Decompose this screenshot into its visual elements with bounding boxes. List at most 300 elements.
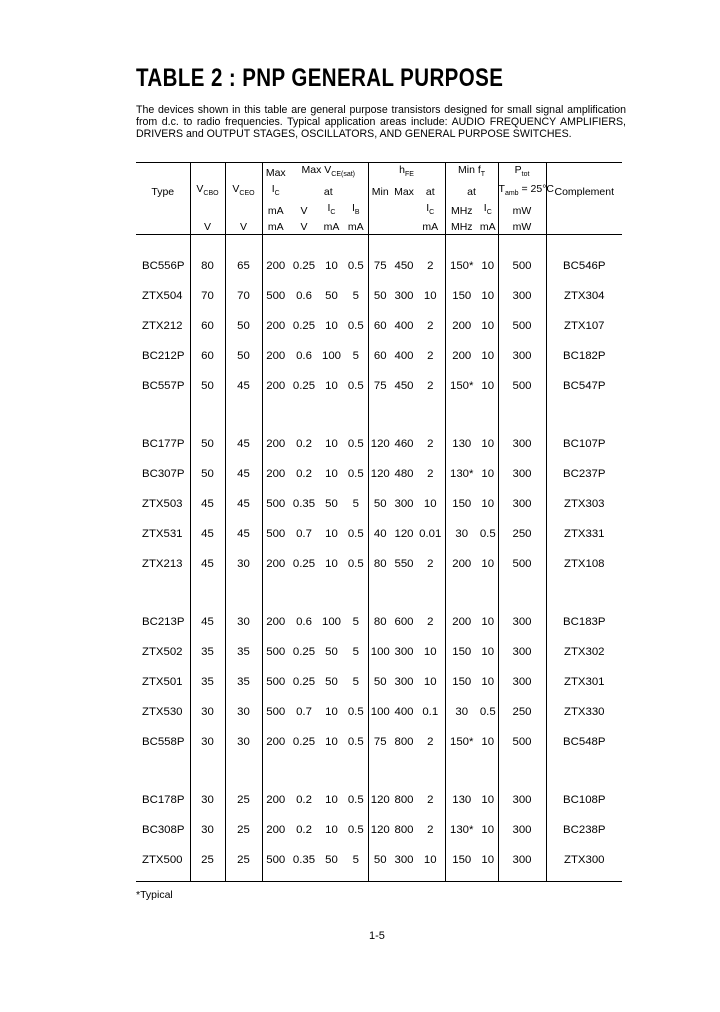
value-cell: 130: [445, 401, 478, 459]
type-cell: ZTX503: [142, 498, 183, 511]
value-cell: 2: [427, 438, 434, 451]
value-cell: 450: [394, 380, 414, 393]
vcesat-at: at: [323, 185, 333, 198]
ft-at: at: [445, 182, 498, 201]
value-cell: 500: [498, 311, 546, 341]
value-cell: 300: [498, 401, 546, 459]
value-cell: 0.5: [347, 794, 364, 807]
value-cell: 0.5: [347, 320, 364, 333]
value-cell: 25: [225, 757, 262, 815]
complement-cell: BC238P: [546, 815, 622, 845]
ic-unit: $I_C$: [327, 202, 336, 217]
type-cell: ZTX502: [142, 646, 183, 659]
value-cell: 10: [481, 380, 495, 393]
complement-cell: ZTX302: [546, 637, 622, 667]
ptot-header: $P_{tot}$: [498, 163, 546, 183]
table-row: [136, 235, 622, 282]
value-cell: 800: [394, 794, 414, 807]
value-cell: 5: [352, 676, 359, 689]
type-cell: BC556P: [142, 260, 185, 273]
value-cell: 35: [190, 667, 225, 697]
value-cell: 130*: [445, 459, 478, 489]
complement-cell: ZTX108: [546, 549, 622, 579]
value-cell: 30: [190, 697, 225, 727]
value-cell: 0.35: [292, 498, 316, 511]
value-cell: 25: [225, 815, 262, 845]
table-row: [136, 579, 622, 637]
value-cell: 100: [368, 697, 392, 727]
value-cell: 0.5: [347, 438, 364, 451]
type-cell: ZTX212: [142, 320, 183, 333]
value-cell: 0.7: [296, 706, 312, 719]
value-cell: 150: [445, 281, 478, 311]
value-cell: 150: [445, 637, 478, 667]
value-cell: 75: [368, 371, 392, 401]
value-cell: 45: [225, 401, 262, 459]
value-cell: 0.25: [292, 558, 316, 571]
table-row: [136, 727, 622, 757]
value-cell: 5: [352, 350, 359, 363]
value-cell: 120: [368, 401, 392, 459]
complement-cell: ZTX300: [546, 845, 622, 882]
value-cell: 2: [427, 794, 434, 807]
value-cell: 10: [325, 528, 338, 541]
hfe-header: $h_{FE}$: [368, 163, 445, 183]
value-cell: 200: [262, 815, 289, 845]
table-row: [136, 371, 622, 401]
value-cell: 10: [325, 824, 338, 837]
table-row: [136, 637, 622, 667]
table-row: [136, 459, 622, 489]
value-cell: 0.25: [292, 646, 316, 659]
value-cell: 60: [368, 311, 392, 341]
value-cell: 35: [225, 637, 262, 667]
value-cell: 70: [190, 281, 225, 311]
value-cell: 200: [262, 549, 289, 579]
value-cell: 120: [368, 757, 392, 815]
value-cell: 50: [225, 341, 262, 371]
value-cell: 45: [190, 519, 225, 549]
vcesat-header: Max $V_{CE(sat)}$: [301, 164, 355, 179]
value-cell: 60: [190, 341, 225, 371]
type-cell: ZTX531: [142, 528, 183, 541]
value-cell: 25: [225, 845, 262, 882]
value-cell: 400: [394, 320, 414, 333]
hfe-ic: $I_C$: [426, 202, 435, 217]
value-cell: 300: [498, 459, 546, 489]
value-cell: 10: [481, 646, 495, 659]
value-cell: 50: [325, 498, 338, 511]
value-cell: 400: [394, 706, 414, 719]
table-row: [136, 401, 622, 459]
value-cell: 10: [481, 350, 495, 363]
value-cell: 0.5: [347, 824, 364, 837]
value-cell: 300: [498, 341, 546, 371]
unit-ic-hfe: mA: [422, 221, 439, 234]
value-cell: 500: [498, 727, 546, 757]
value-cell: 45: [190, 489, 225, 519]
value-cell: 50: [319, 845, 344, 882]
value-cell: 45: [225, 459, 262, 489]
value-cell: 10: [325, 736, 338, 749]
value-cell: 480: [394, 468, 414, 481]
value-cell: 0.5: [347, 706, 364, 719]
value-cell: 45: [190, 549, 225, 579]
blank-type: [136, 220, 190, 235]
complement-cell: BC547P: [546, 371, 622, 401]
value-cell: 250: [498, 519, 546, 549]
value-cell: 0.35: [289, 845, 319, 882]
unit-mhz: MHz: [445, 201, 478, 220]
unit-mw: mW: [498, 201, 546, 220]
complement-cell: BC182P: [546, 341, 622, 371]
table-row: [136, 311, 622, 341]
value-cell: 300: [498, 845, 546, 882]
type-cell: BC212P: [142, 350, 185, 363]
value-cell: 30: [225, 697, 262, 727]
vcbo-header: $V_{CBO}$: [190, 163, 225, 221]
value-cell: 800: [394, 824, 414, 837]
value-cell: 0.6: [296, 350, 312, 363]
type-cell: BC178P: [142, 794, 185, 807]
value-cell: 45: [225, 371, 262, 401]
table-row: [136, 667, 622, 697]
complement-cell: BC108P: [546, 757, 622, 815]
table-body: [136, 235, 622, 882]
value-cell: 80: [368, 579, 392, 637]
value-cell: 0.5: [347, 468, 364, 481]
value-cell: 150: [445, 489, 478, 519]
unit-mhz2: MHz: [445, 220, 478, 235]
value-cell: 0.5: [479, 528, 496, 541]
value-cell: 200: [262, 727, 289, 757]
value-cell: 10: [481, 260, 495, 273]
type-cell: BC557P: [142, 380, 185, 393]
type-cell: BC308P: [142, 824, 185, 837]
value-cell: 40: [368, 519, 392, 549]
value-cell: 5: [352, 646, 359, 659]
value-cell: 45: [190, 579, 225, 637]
value-cell: 10: [423, 646, 437, 659]
value-cell: 50: [368, 281, 392, 311]
value-cell: 450: [394, 260, 414, 273]
value-cell: 800: [394, 736, 414, 749]
value-cell: 500: [498, 371, 546, 401]
value-cell: 30: [445, 519, 478, 549]
value-cell: 200: [262, 401, 289, 459]
footnote: *Typical: [136, 889, 173, 901]
value-cell: 0.1: [422, 706, 439, 719]
value-cell: 130: [445, 757, 478, 815]
value-cell: 60: [190, 311, 225, 341]
table-row: [136, 281, 622, 311]
value-cell: 10: [325, 468, 338, 481]
value-cell: 0.7: [296, 528, 312, 541]
value-cell: 50: [190, 401, 225, 459]
value-cell: 10: [481, 498, 495, 511]
value-cell: 10: [481, 616, 495, 629]
value-cell: 0.5: [479, 706, 496, 719]
value-cell: 2: [427, 320, 434, 333]
value-cell: 500: [262, 489, 289, 519]
value-cell: 120: [394, 528, 414, 541]
page-title: TABLE 2 : PNP GENERAL PURPOSE: [136, 64, 504, 92]
value-cell: 0.2: [296, 438, 312, 451]
value-cell: 30: [225, 549, 262, 579]
value-cell: 460: [394, 438, 414, 451]
value-cell: 10: [423, 676, 437, 689]
value-cell: 10: [481, 438, 495, 451]
value-cell: 300: [498, 815, 546, 845]
value-cell: 150*: [445, 235, 478, 282]
value-cell: 50: [225, 311, 262, 341]
value-cell: 300: [394, 290, 414, 303]
hfe-min-header: Min: [368, 182, 392, 201]
unit-ib-sat: mA: [347, 221, 364, 234]
value-cell: 150*: [445, 371, 478, 401]
value-cell: 50: [368, 489, 392, 519]
value-cell: 50: [190, 459, 225, 489]
value-cell: 50: [325, 676, 338, 689]
complement-cell: ZTX304: [546, 281, 622, 311]
value-cell: 30: [225, 727, 262, 757]
complement-cell: ZTX330: [546, 697, 622, 727]
value-cell: 80: [190, 235, 225, 282]
value-cell: 200: [262, 579, 289, 637]
value-cell: 30: [190, 815, 225, 845]
unit-ic-sat: mA: [323, 221, 340, 234]
unit-vsat: V: [300, 221, 308, 234]
value-cell: 5: [344, 845, 368, 882]
table-header: [136, 163, 622, 235]
value-cell: 0.25: [292, 380, 316, 393]
value-cell: 500: [498, 549, 546, 579]
value-cell: 300: [498, 637, 546, 667]
value-cell: 300: [394, 498, 414, 511]
value-cell: 200: [262, 341, 289, 371]
ic-header: $I_C$: [262, 182, 289, 201]
value-cell: 500: [498, 235, 546, 282]
complement-cell: ZTX107: [546, 311, 622, 341]
value-cell: 35: [225, 667, 262, 697]
value-cell: 2: [427, 380, 434, 393]
complement-cell: BC237P: [546, 459, 622, 489]
hfe-at: at: [425, 185, 435, 198]
type-cell: ZTX500: [136, 845, 190, 882]
transistor-table: [136, 162, 622, 882]
value-cell: 10: [481, 736, 495, 749]
type-cell: ZTX213: [142, 558, 183, 571]
value-cell: 300: [498, 667, 546, 697]
value-cell: 100: [321, 616, 341, 629]
value-cell: 300: [498, 579, 546, 637]
type-cell: BC213P: [142, 616, 185, 629]
value-cell: 0.5: [347, 260, 364, 273]
value-cell: 0.6: [296, 290, 312, 303]
value-cell: 50: [190, 371, 225, 401]
blank-min2: [368, 220, 392, 235]
value-cell: 2: [427, 736, 434, 749]
value-cell: 500: [262, 845, 289, 882]
value-cell: 10: [478, 845, 498, 882]
value-cell: 300: [498, 757, 546, 815]
type-cell: BC307P: [142, 468, 185, 481]
value-cell: 0.2: [296, 794, 312, 807]
value-cell: 10: [481, 558, 495, 571]
ptot-tamb: $T_{amb} = 25^\circ C$: [498, 182, 546, 201]
complement-cell: BC183P: [546, 579, 622, 637]
value-cell: 70: [225, 281, 262, 311]
value-cell: 10: [481, 794, 495, 807]
complement-cell: ZTX301: [546, 667, 622, 697]
blank-max: [392, 201, 416, 220]
value-cell: 10: [423, 498, 437, 511]
value-cell: 0.5: [347, 558, 364, 571]
value-cell: 80: [368, 549, 392, 579]
value-cell: 0.25: [292, 736, 316, 749]
value-cell: 5: [352, 616, 359, 629]
value-cell: 200: [262, 235, 289, 282]
complement-cell: BC107P: [546, 401, 622, 459]
complement-header: Complement: [546, 163, 622, 221]
value-cell: 2: [427, 468, 434, 481]
value-cell: 65: [225, 235, 262, 282]
value-cell: 0.6: [296, 616, 312, 629]
value-cell: 45: [225, 489, 262, 519]
value-cell: 25: [190, 845, 225, 882]
value-cell: 10: [325, 794, 338, 807]
value-cell: 400: [394, 350, 414, 363]
value-cell: 200: [445, 549, 478, 579]
unit-ic: mA: [262, 220, 289, 235]
value-cell: 30: [190, 727, 225, 757]
value-cell: 120: [368, 815, 392, 845]
value-cell: 2: [427, 558, 434, 571]
value-cell: 200: [262, 371, 289, 401]
ft-ic: $I_C$: [483, 202, 492, 217]
value-cell: 10: [325, 380, 338, 393]
unit-ma: mA: [262, 201, 289, 220]
type-cell: BC177P: [142, 438, 185, 451]
value-cell: 75: [368, 727, 392, 757]
value-cell: 45: [225, 519, 262, 549]
value-cell: 500: [262, 281, 289, 311]
value-cell: 10: [325, 320, 338, 333]
value-cell: 10: [423, 290, 437, 303]
table-row: [136, 341, 622, 371]
value-cell: 0.5: [347, 380, 364, 393]
value-cell: 10: [325, 558, 338, 571]
table-row: [136, 549, 622, 579]
value-cell: 75: [368, 235, 392, 282]
value-cell: 500: [262, 667, 289, 697]
value-cell: 5: [352, 498, 359, 511]
value-cell: 200: [262, 757, 289, 815]
type-cell: ZTX530: [142, 706, 183, 719]
value-cell: 10: [325, 260, 338, 273]
value-cell: 50: [325, 646, 338, 659]
value-cell: 130*: [445, 815, 478, 845]
value-cell: 30: [445, 697, 478, 727]
value-cell: 0.01: [419, 528, 442, 541]
value-cell: 200: [262, 311, 289, 341]
value-cell: 500: [262, 637, 289, 667]
value-cell: 120: [368, 459, 392, 489]
page-number: 1-5: [369, 930, 385, 942]
intro-paragraph: The devices shown in this table are general purpose transistors designed for small signal amplification from d.c. to radio frequencies. Typical application areas include: AUDIO FREQUENCY AMPLIFIERS, DRIVERS and OUTPUT STAGES, OSCILLATORS, AND GENERAL PURPOSE SWITCHES.: [136, 104, 626, 140]
table-row: [136, 845, 622, 882]
value-cell: 300: [394, 646, 414, 659]
unit-v: V: [300, 204, 308, 217]
type-header: Type: [151, 185, 175, 198]
value-cell: 200: [262, 459, 289, 489]
value-cell: 10: [325, 706, 338, 719]
blank-min: [368, 201, 392, 220]
value-cell: 0.25: [292, 676, 316, 689]
table-row: [136, 519, 622, 549]
value-cell: 150: [445, 845, 478, 882]
type-cell: ZTX501: [142, 676, 183, 689]
value-cell: 550: [394, 558, 414, 571]
value-cell: 600: [394, 616, 414, 629]
value-cell: 2: [427, 350, 434, 363]
value-cell: 35: [190, 637, 225, 667]
value-cell: 50: [325, 290, 338, 303]
value-cell: 500: [262, 519, 289, 549]
value-cell: 0.25: [292, 260, 316, 273]
value-cell: 200: [445, 311, 478, 341]
value-cell: 0.2: [296, 824, 312, 837]
value-cell: 50: [368, 845, 392, 882]
value-cell: 300: [498, 281, 546, 311]
type-cell: ZTX504: [142, 290, 183, 303]
max-ic-header: Max: [262, 163, 289, 183]
vceo-header: $V_{CEO}$: [225, 163, 262, 221]
value-cell: 100: [368, 637, 392, 667]
unit-ic-ft: mA: [479, 221, 496, 234]
ib-unit: $I_B$: [351, 202, 360, 217]
value-cell: 2: [427, 260, 434, 273]
value-cell: 100: [321, 350, 341, 363]
complement-cell: ZTX303: [546, 489, 622, 519]
value-cell: 10: [481, 290, 495, 303]
value-cell: 30: [190, 757, 225, 815]
table-row: [136, 697, 622, 727]
value-cell: 60: [368, 341, 392, 371]
value-cell: 200: [445, 579, 478, 637]
unit-vcbo: V: [190, 220, 225, 235]
value-cell: 0.2: [296, 468, 312, 481]
value-cell: 0.25: [292, 320, 316, 333]
complement-cell: BC546P: [546, 235, 622, 282]
complement-cell: BC548P: [546, 727, 622, 757]
value-cell: 10: [481, 676, 495, 689]
blank-comp: [546, 220, 622, 235]
value-cell: 500: [262, 697, 289, 727]
value-cell: 300: [394, 676, 414, 689]
value-cell: 30: [225, 579, 262, 637]
blank-max2: [392, 220, 416, 235]
table-row: [136, 815, 622, 845]
value-cell: 0.5: [347, 736, 364, 749]
value-cell: 10: [481, 824, 495, 837]
value-cell: 10: [325, 438, 338, 451]
value-cell: 50: [368, 667, 392, 697]
value-cell: 10: [481, 468, 495, 481]
value-cell: 10: [416, 845, 445, 882]
value-cell: 5: [352, 290, 359, 303]
value-cell: 200: [445, 341, 478, 371]
